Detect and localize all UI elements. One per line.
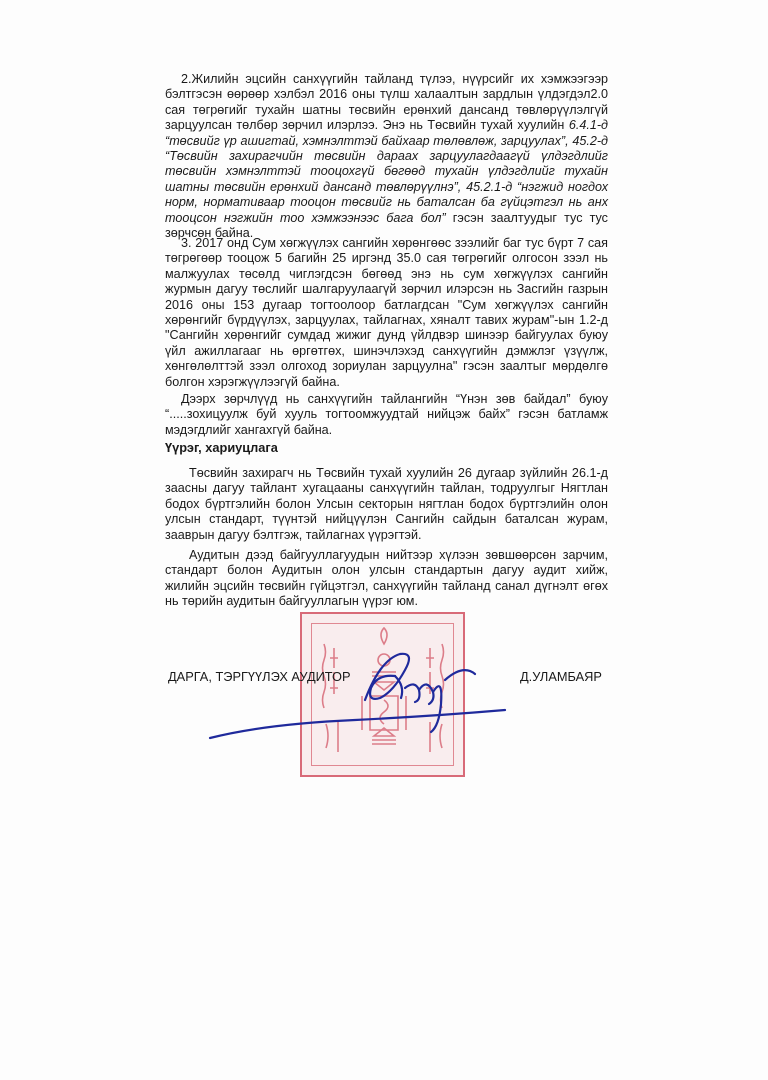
handwritten-signature: [205, 640, 515, 750]
paragraph-conclusion: [165, 392, 608, 438]
item2-text-1: 2.Жилийн эцсийн санхүүгийн тайланд түлээ, нүүрсийг их хэмжээгээр бэлтгэсэн өөрөөр хэлбэл 2016 оны түлш халаалтын зардлын үлдэгдэл2.0 сая төгрөгийг тухайн шатны төсвийн ерөнхий дансанд төвлөрүүлэлгүй зарцуулсан төлбөр зөрчил илэрлээ. Энэ нь Төсвийн тухай хуулийн: [165, 72, 608, 133]
signatory-title: ДАРГА, ТЭРГҮҮЛЭХ АУДИТОР: [168, 669, 351, 684]
item3-text: 3. 2017 онд Сум хөгжүүлэх сангийн хөрөнгөөс зээлийг баг тус бүрт 7 сая төгрөгөөр тооцож 5 багийн 25 иргэнд 35.0 сая төгрөгийг олгосон зээл нь малжуулах төсөлд чиглэгдсэн бөгөөд энэ нь сум хөгжүүлэх сангийн журмын дагуу төслийг шалгаруулаагүй зөрчил илэрсэн нь Засгийн газрын 2016 оны 153 дугаар тогтоолоор батлагдсан "Сум хөгжүүлэх сангийн хөрөнгийг бүрдүүлэх, зарцуулах, тайлагнах, хяналт тавих журам"-ын 1.2-д "Сангийн хөрөнгийг сумдад жижиг дунд үйлдвэр шинээр байгуулах буюу үйл ажиллагааг нь өргөтгөх, шинэчлэхэд санхүүгийн дэмжлэг үзүүлж, хөнгөлөлттэй зээл олгоход зориулан зарцуулна" гэсэн заалтыг мөрдөлгө болгон хэрэгжүүлээгүй байна.: [165, 236, 608, 389]
item2-text-2: , 45.2-д: [565, 133, 608, 148]
item2-text-3: гэсэн заалтуудыг тус тус зөрчсөн байна.: [165, 210, 608, 241]
conclusion-text: Дээрх зөрчлүүд нь санхүүгийн тайлангийн “Үнэн зөв байдал” буюу “.....зохицуулж буй хууль тогтоомжуудтай нийцэж байх” гэсэн батламж мэдэгдлийг хангахгүй байна.: [165, 392, 608, 437]
item2-quote-2: “Төсвийн захирагчийн төсвийн дараах зарцуулагдаагүй үлдэгдлийг төсвийн хэмнэлттэй тооцохгүй бөгөөд тухайн үлдэгдлийг тухайн шатны төсвийн ерөнхий дансанд төвлөрүүлнэ”, 45.2.1-д “нэгжид ногдох норм, нормативаар тооцон төсвийг нь баталсан ба гүйцэтгэл нь анх тооцсон нэгжийн тоо хэмжээнээс бага бол”: [165, 149, 608, 225]
item2-quote-1: 6.4.1-д “төсвийг үр ашигтай, хэмнэлттэй байхаар төлөвлөж, зарцуулах”: [165, 118, 608, 148]
paragraph-audit: [165, 548, 608, 610]
signatory-name: Д.УЛАМБАЯР: [520, 669, 602, 684]
responsibility-text: Төсвийн захирагч нь Төсвийн тухай хуулийн 26 дугаар зүйлийн 26.1-д заасны дагуу тайлант хугацааны санхүүгийн тайлан, тодруулгыг Нягтлан бодох бүртгэлийн болон Улсын секторын нягтлан бодох бүртгэлийн олон улсын стандарт, түүнтэй нийцүүлэн Сангийн сайдын баталсан журам, зааврын дагуу бэлтгэж, тайлагнах үүрэгтэй.: [165, 466, 608, 542]
paragraph-item-3: [165, 236, 608, 390]
section-heading: Үүрэг, хариуцлага: [165, 440, 278, 455]
paragraph-item-2: [165, 72, 608, 241]
paragraph-responsibility: [165, 466, 608, 543]
audit-text: Аудитын дээд байгууллагуудын нийтээр хүлээн зөвшөөрсөн зарчим, стандарт болон Аудитын олон улсын стандартын дагуу аудит хийж, жилийн эцсийн төсвийн гүйцэтгэл, санхүүгийн тайланд санал дүгнэлт өгөх нь төрийн аудитын байгууллагын үүрэг юм.: [165, 548, 608, 609]
